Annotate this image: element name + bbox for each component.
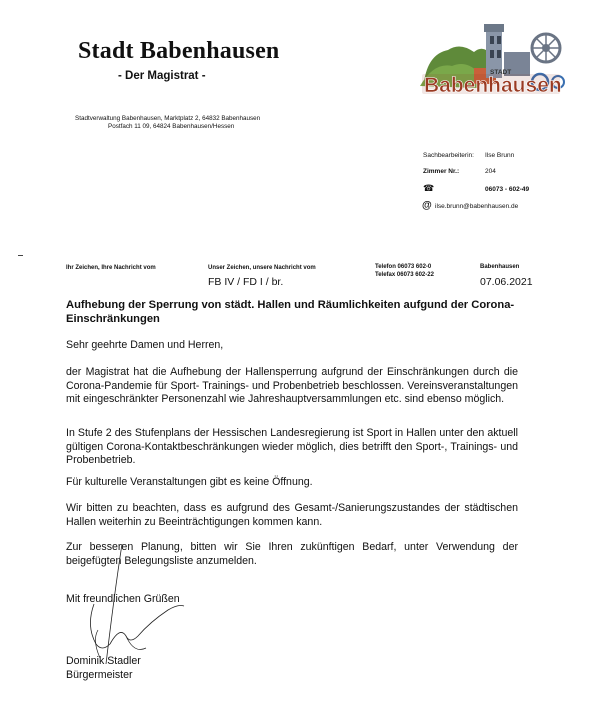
letter-subject: Aufhebung der Sperrung von städt. Hallen und Räumlichkeiten aufgund der Corona-Einschränkungen	[66, 299, 515, 325]
our-reference-label: Unser Zeichen, unsere Nachricht vom	[208, 265, 316, 271]
case-worker-label: Sachbearbeiterin:	[423, 152, 474, 159]
logo-small-text: STADT	[490, 69, 512, 76]
handwritten-signature	[80, 540, 190, 670]
their-reference-label: Ihr Zeichen, Ihre Nachricht vom	[66, 265, 156, 271]
logo-big-text: Babenhausen	[424, 74, 562, 97]
our-reference: FB IV / FD I / br.	[208, 276, 284, 288]
fold-mark	[18, 255, 23, 256]
email-address[interactable]: ilse.brunn@babenhausen.de	[435, 203, 519, 210]
sender-address-line2: Postfach 11 09, 64824 Babenhausen/Hessen	[108, 123, 235, 130]
paragraph-4: Wir bitten zu beachten, dass es aufgrund des Gesamt-/Sanierungszustandes der städtischen Hallen weiterhin zu Beeinträchtigungen kommen kann.	[66, 502, 518, 528]
city-title: Stadt Babenhausen	[78, 38, 280, 64]
authority-subtitle: - Der Magistrat -	[118, 70, 206, 82]
telefax-line: Telefax 06073 602-22	[375, 272, 434, 278]
room-number: 204	[485, 168, 496, 175]
city-logo	[418, 22, 566, 104]
paragraph-5: Zur besseren Planung, bitten wir Sie Ihren zukünftigen Bedarf, unter Verwendung der beigefügten Belegungsliste anzumelden.	[66, 541, 518, 567]
salutation: Sehr geehrte Damen und Herren,	[66, 339, 224, 351]
place-label: Babenhausen	[480, 264, 520, 270]
room-label: Zimmer Nr.:	[423, 168, 460, 175]
phone-icon: ☎	[423, 183, 435, 193]
signer-name: Dominik Stadler	[66, 655, 141, 667]
case-worker-name: Ilse Brunn	[485, 152, 515, 159]
signer-title: Bürgermeister	[66, 669, 133, 681]
paragraph-3: Für kulturelle Veranstaltungen gibt es keine Öffnung.	[66, 476, 313, 488]
email-icon: @	[422, 200, 432, 211]
letter-date: 07.06.2021	[480, 276, 533, 288]
closing: Mit freundlichen Grüßen	[66, 593, 180, 605]
paragraph-1: der Magistrat hat die Aufhebung der Hallensperrung aufgrund der Einschränkungen durch die Corona-Pandemie für Sport- Trainings- und Probenbetrieb beschlossen. Vereinsveranstaltungen mit eingeschränkter Personenzahl wie Jahreshauptversammlungen etc. sind ebenso möglich.	[66, 366, 518, 406]
phone-number: 06073 - 602-49	[485, 186, 530, 193]
sender-address-line1: Stadtverwaltung Babenhausen, Marktplatz 2, 64832 Babenhausen	[75, 115, 261, 122]
telefon-line: Telefon 06073 602-0	[375, 264, 432, 270]
city-logo-graphic	[418, 22, 566, 104]
paragraph-2: In Stufe 2 des Stufenplans der Hessischen Landesregierung ist Sport in Hallen unter den aktuell gültigen Corona-Kontaktbeschränkungen wieder möglich, dies betrifft den Sport-, Trainings- und Probenbetrieb.	[66, 427, 518, 467]
